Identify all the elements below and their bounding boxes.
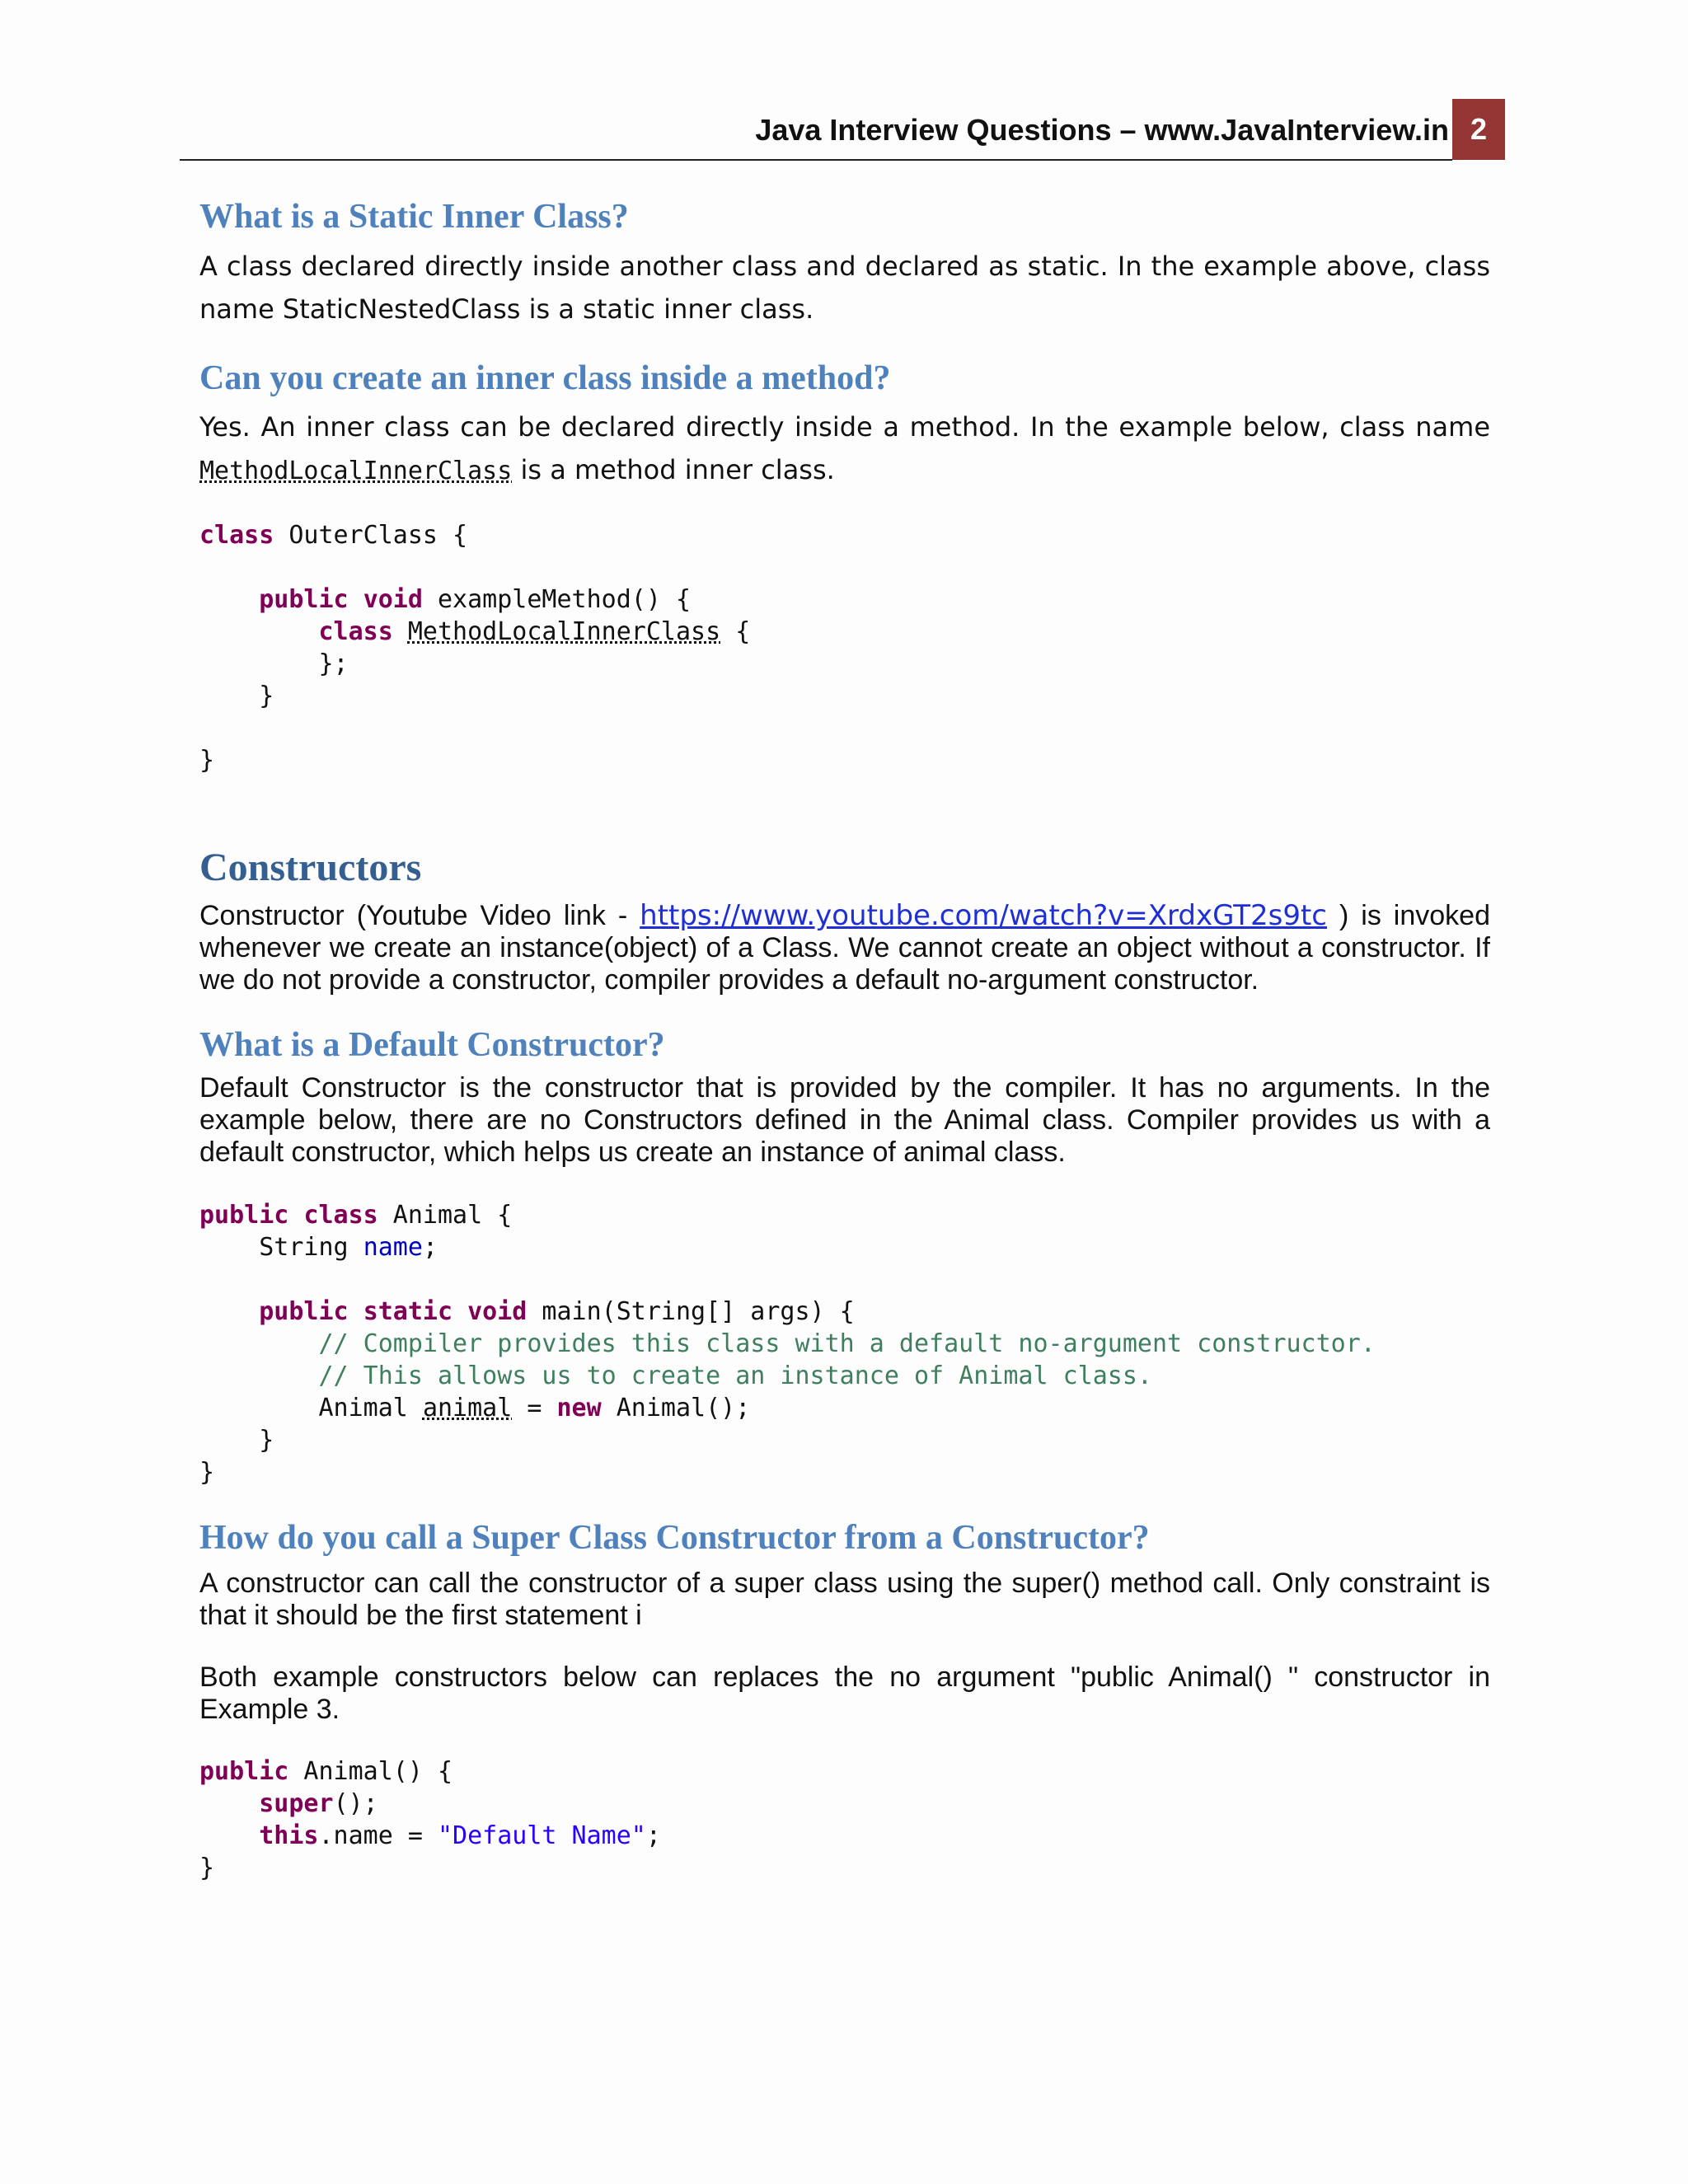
code-line: super(); (259, 1789, 378, 1818)
code-line: class OuterClass { (199, 521, 468, 550)
constructors-paragraph-wrap (199, 900, 1490, 996)
section-static-inner (199, 195, 1490, 238)
code-line: }; (318, 649, 349, 678)
super-ctor-paragraph-1: A constructor can call the constructor of a super class using the super() method call. Only constraint is that it should be the first statement i (199, 1568, 1490, 1631)
code-line: } (199, 746, 215, 775)
method-inner-paragraph-wrap (199, 405, 1490, 493)
heading-constructors: Constructors (199, 846, 422, 889)
header-title: Java Interview Questions – www.JavaInterview.in (755, 113, 1449, 147)
code-block-animal (199, 1199, 1490, 1488)
section-default-ctor (199, 1024, 1490, 1066)
heading-static-inner: What is a Static Inner Class? (199, 198, 629, 236)
code-line: // Compiler provides this class with a default no-argument constructor. (318, 1329, 1376, 1358)
default-ctor-paragraph-wrap (199, 1072, 1490, 1169)
heading-default-ctor: What is a Default Constructor? (199, 1026, 665, 1064)
static-inner-paragraph: A class declared directly inside another class and declared as static. In the example above, class name StaticNestedClass is a static inner class. (199, 251, 1490, 325)
code-block-outer-class (199, 519, 1490, 776)
code-line: // This allows us to create an instance of Animal class. (318, 1361, 1152, 1390)
code-block-super (199, 1755, 1490, 1884)
default-ctor-paragraph: Default Constructor is the constructor that is provided by the compiler. It has no arguments. In the example below, there are no Constructors defined in the Animal class. Compiler provides us with a default constructor, which helps us create an instance of animal class. (199, 1072, 1490, 1168)
page-number-badge: 2 (1452, 99, 1505, 160)
method-inner-text-after: is a method inner class. (512, 454, 835, 485)
youtube-link[interactable]: https://www.youtube.com/watch?v=XrdxGT2s9tc (640, 899, 1328, 932)
code-line: public void exampleMethod() { (259, 585, 692, 614)
constructors-text-after: ) is invoked whenever we create an instance(object) of a Class. We cannot create an object without a constructor. If we do not provide a constructor, compiler provides a default no-argument constructor. (199, 900, 1490, 996)
static-inner-paragraph-wrap (199, 245, 1490, 330)
code-line: } (199, 1458, 215, 1487)
code-line: public Animal() { (199, 1757, 453, 1786)
code-line: String name; (259, 1233, 438, 1262)
code-line: } (259, 1426, 274, 1455)
code-line: this.name = "Default Name"; (259, 1821, 661, 1850)
heading-super-ctor: How do you call a Super Class Constructor from a Constructor? (199, 1519, 1150, 1557)
code-line: } (199, 1854, 215, 1882)
super-ctor-paragraph-1-wrap (199, 1568, 1490, 1632)
super-ctor-paragraph-2: Both example constructors below can replaces the no argument "public Animal() " constructor in Example 3. (199, 1661, 1490, 1725)
method-inner-text-before: Yes. An inner class can be declared directly inside a method. In the example below, class name (199, 411, 1490, 443)
constructors-paragraph (199, 900, 1490, 996)
code-line: class MethodLocalInnerClass { (318, 617, 751, 646)
section-constructors (199, 844, 1490, 892)
section-super-ctor (199, 1516, 1490, 1559)
constructors-text-before: Constructor (Youtube Video link - (199, 900, 640, 931)
heading-method-inner: Can you create an inner class inside a method? (199, 359, 891, 397)
code-line: Animal animal = new Animal(); (318, 1394, 751, 1422)
super-ctor-paragraph-2-wrap (199, 1661, 1490, 1726)
method-inner-code-name: MethodLocalInnerClass (199, 457, 513, 485)
code-line: public static void main(String[] args) { (259, 1297, 855, 1326)
code-line: public class Animal { (199, 1201, 513, 1230)
section-method-inner (199, 357, 1490, 400)
header-divider (180, 159, 1452, 161)
code-line: } (259, 682, 274, 710)
method-inner-paragraph (199, 405, 1490, 493)
